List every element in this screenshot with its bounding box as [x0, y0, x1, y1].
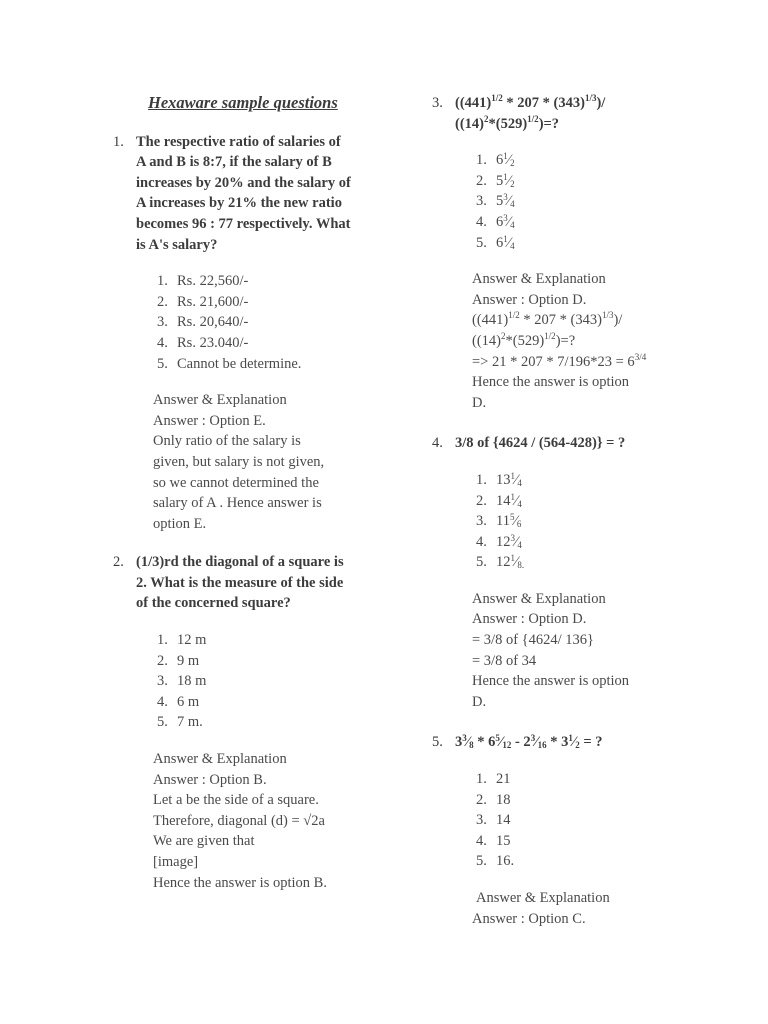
question-5 — [427, 732, 727, 753]
option-item — [472, 831, 727, 852]
option-item — [472, 212, 727, 233]
fraction-value: $12^3⁄_4$ — [496, 532, 522, 550]
option-number: 2. — [476, 172, 487, 189]
explanation-line: Hence the answer is option — [472, 374, 630, 391]
options-list — [108, 630, 378, 733]
explanation-line: $((14)^2*(529)^{1/2})=$? — [472, 331, 576, 349]
answer-heading: Answer & Explanation — [476, 890, 610, 906]
option-number: 5. — [157, 355, 168, 372]
option-number: 3. — [476, 193, 487, 210]
explanation-line: Hence the answer is option — [472, 673, 630, 690]
option-number: 4. — [476, 832, 487, 849]
option-text: Rs. 23.040/- — [177, 334, 249, 351]
explanation-line: option E. — [153, 515, 207, 532]
question-line: 2. What is the measure of the side — [136, 574, 344, 591]
explanation-line: = 3/8 of {4624/ 136} — [472, 632, 594, 649]
question-text — [136, 132, 378, 256]
option-item — [153, 312, 378, 333]
option-item — [472, 532, 727, 553]
option-text: 16. — [496, 853, 515, 870]
option-number: 1. — [476, 152, 487, 169]
option-text: 21 — [496, 771, 511, 788]
answer-block — [472, 589, 727, 713]
option-text: 14 — [496, 812, 511, 829]
option-item — [472, 810, 727, 831]
answer-block — [153, 749, 378, 893]
option-number: 3. — [157, 314, 168, 331]
option-item — [153, 692, 378, 713]
fraction-value: $5^1⁄_2$ — [496, 171, 515, 189]
explanation-line: salary of A . Hence answer is — [153, 495, 322, 512]
option-number: 4. — [157, 334, 168, 351]
question-1 — [108, 132, 378, 256]
option-number: 3. — [476, 513, 487, 530]
option-text: 7 m. — [177, 714, 203, 731]
answer-heading: Answer & Explanation — [153, 751, 287, 768]
option-item — [153, 271, 378, 292]
fraction-value: $13^1⁄_4$ — [496, 470, 522, 488]
option-number: 2. — [476, 791, 487, 808]
options-list — [427, 150, 727, 253]
option-item — [153, 292, 378, 313]
page-title: Hexaware sample questions — [148, 93, 338, 112]
explanation-line: $((441)^{1/2} * 207 * (343)^{1/3})/$ — [472, 310, 623, 329]
explanation-line: so we cannot determined the — [153, 474, 319, 491]
fraction-value: $5^3⁄_4$ — [496, 192, 515, 210]
fraction-value: $6^1⁄_2$ — [496, 151, 515, 169]
option-item — [472, 191, 727, 212]
options-list — [427, 470, 727, 573]
explanation-line: Hence the answer is option B. — [153, 874, 327, 891]
options-list — [427, 769, 727, 872]
explanation-line: = 3/8 of 34 — [472, 652, 537, 669]
option-number: 2. — [476, 492, 487, 509]
option-text: 12 m — [177, 632, 207, 649]
option-text: 15 — [496, 832, 511, 849]
question-text — [455, 93, 727, 134]
option-item — [472, 491, 727, 512]
option-number: 3. — [476, 812, 487, 829]
option-item — [472, 470, 727, 491]
option-text: Rs. 20,640/- — [177, 314, 249, 331]
answer-option: Answer : Option D. — [472, 611, 587, 628]
question-4 — [427, 433, 727, 454]
question-line: of the concerned square? — [136, 595, 291, 612]
option-item — [472, 171, 727, 192]
fraction-value: $6^3⁄_4$ — [496, 212, 515, 230]
answer-heading: Answer & Explanation — [472, 590, 606, 607]
question-line: A increases by 21% the new ratio — [136, 195, 342, 212]
question-text — [136, 552, 378, 614]
answer-heading: Answer & Explanation — [153, 392, 287, 409]
fraction-value: $12^1⁄_{8.}$ — [496, 553, 525, 571]
option-item — [153, 651, 378, 672]
option-item — [472, 552, 727, 573]
option-number: 5. — [476, 234, 487, 251]
explanation-line: Therefore, diagonal (d) = √2a — [153, 812, 325, 829]
option-item — [153, 354, 378, 375]
option-item — [472, 233, 727, 254]
right-column — [427, 93, 727, 929]
question-3 — [427, 93, 727, 134]
option-item — [472, 150, 727, 171]
option-text: 18 m — [177, 673, 207, 690]
answer-option: Answer : Option C. — [472, 910, 586, 927]
option-item — [153, 671, 378, 692]
fraction-value: $11^5⁄_6$ — [496, 512, 522, 530]
options-list — [108, 271, 378, 374]
option-item — [472, 769, 727, 790]
option-item — [472, 511, 727, 532]
option-text: Cannot be determine. — [177, 355, 302, 372]
answer-block — [472, 888, 727, 929]
option-number: 1. — [157, 273, 168, 290]
answer-option: Answer : Option E. — [153, 412, 266, 429]
question-line: The respective ratio of salaries of — [136, 133, 341, 150]
question-line: is A's salary? — [136, 236, 218, 253]
question-line: increases by 20% and the salary of — [136, 174, 351, 191]
option-text: 6 m — [177, 693, 200, 710]
question-2 — [108, 552, 378, 614]
option-number: 1. — [157, 632, 168, 649]
answer-block — [472, 269, 727, 413]
fraction-value: $14^1⁄_4$ — [496, 491, 522, 509]
option-number: 5. — [476, 853, 487, 870]
question-number: 4. — [432, 435, 443, 452]
option-text: Rs. 22,560/- — [177, 273, 249, 290]
option-number: 5. — [476, 554, 487, 571]
question-text: $3^3⁄_8$ * $6^5⁄_{12}$ - $2^3⁄_{16}$ * $3^1⁄_2$ = ? — [455, 733, 603, 751]
question-line: $((14)^2*(529)^{1/2})=$? — [455, 113, 560, 132]
question-line: becomes 96 : 77 respectively. What — [136, 215, 351, 232]
option-number: 1. — [476, 771, 487, 788]
option-number: 2. — [157, 652, 168, 669]
explanation-line: Let a be the side of a square. — [153, 792, 319, 809]
option-number: 3. — [157, 673, 168, 690]
question-number: 5. — [432, 734, 443, 751]
question-line: $((441)^{1/2} * 207 * (343)^{1/3})/$ — [455, 93, 606, 111]
option-number: 5. — [157, 714, 168, 731]
option-item — [472, 790, 727, 811]
option-number: 4. — [476, 533, 487, 550]
question-number: 2. — [113, 554, 124, 571]
left-column — [108, 93, 378, 893]
explanation-line: given, but salary is not given, — [153, 453, 325, 470]
option-number: 1. — [476, 471, 487, 488]
option-item — [153, 333, 378, 354]
option-item — [153, 712, 378, 733]
question-line: (1/3)rd the diagonal of a square is — [136, 554, 344, 571]
image-placeholder: [image] — [153, 854, 199, 870]
answer-option: Answer : Option B. — [153, 771, 267, 788]
option-item — [153, 630, 378, 651]
explanation-line: D. — [472, 394, 487, 411]
option-text: 9 m — [177, 652, 200, 669]
option-number: 2. — [157, 293, 168, 310]
explanation-line: D. — [472, 693, 487, 710]
fraction-value: $6^1⁄_4$ — [496, 233, 515, 251]
option-item — [472, 851, 727, 872]
question-text: 3/8 of {4624 / (564-428)} = ? — [455, 435, 626, 452]
explanation-line: => $21 * 207 * 7/196*23 = 6^{3/4}$ — [472, 351, 647, 370]
option-number: 4. — [157, 693, 168, 710]
explanation-line: We are given that — [153, 833, 255, 850]
answer-block — [153, 390, 378, 534]
option-text: 18 — [496, 791, 511, 808]
answer-option: Answer : Option D. — [472, 291, 587, 308]
explanation-line: Only ratio of the salary is — [153, 433, 301, 450]
answer-heading: Answer & Explanation — [472, 271, 606, 288]
question-number: 1. — [113, 133, 124, 150]
option-number: 4. — [476, 213, 487, 230]
option-text: Rs. 21,600/- — [177, 293, 249, 310]
question-number: 3. — [432, 95, 443, 111]
question-line: A and B is 8:7, if the salary of B — [136, 154, 332, 171]
